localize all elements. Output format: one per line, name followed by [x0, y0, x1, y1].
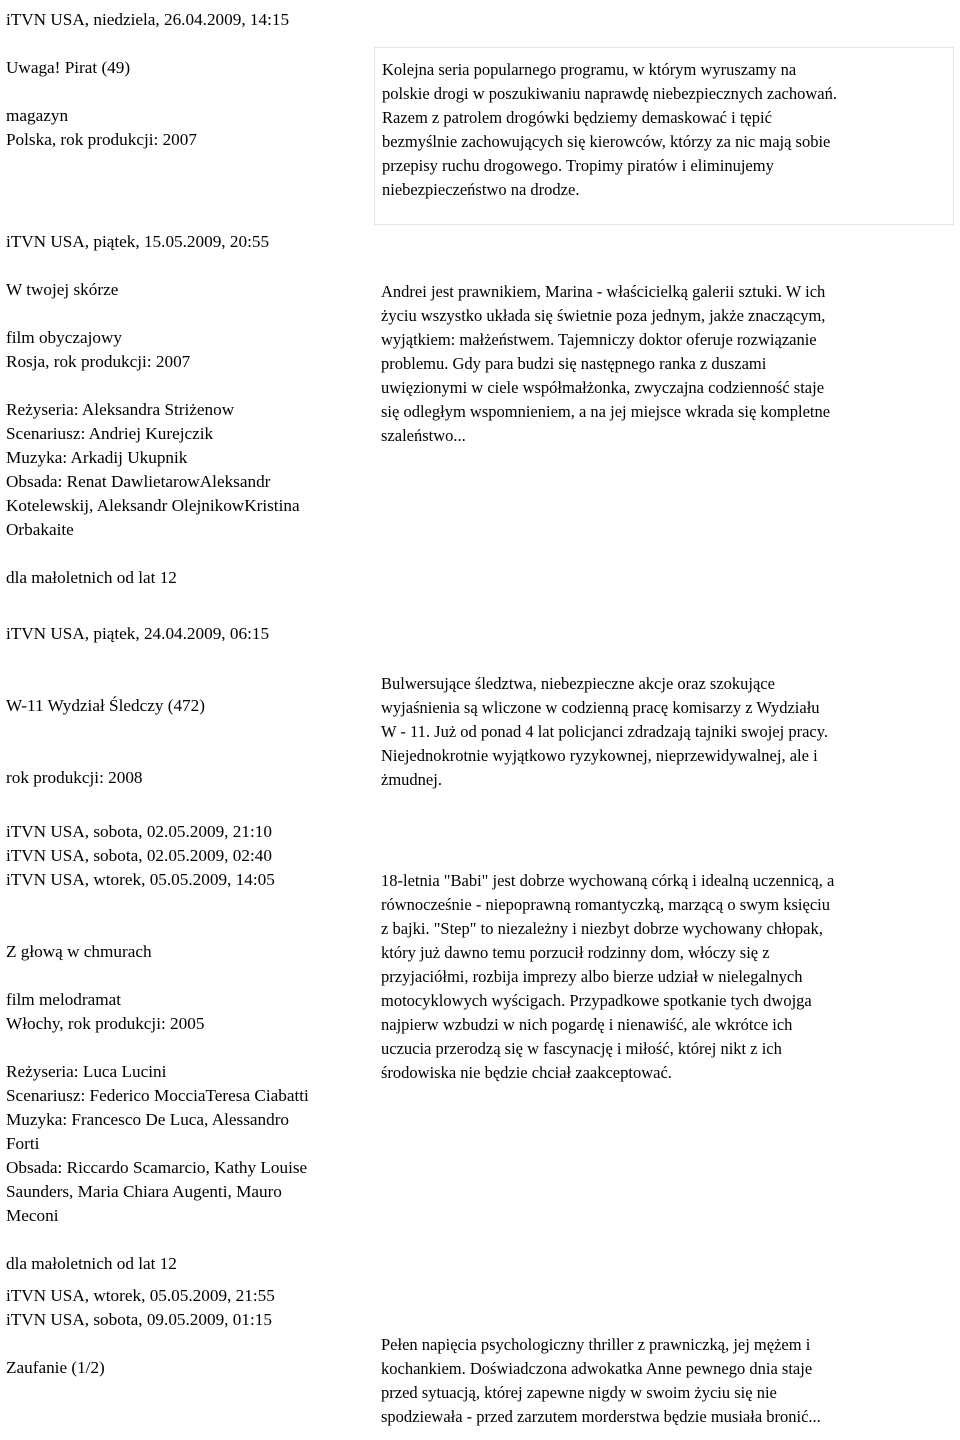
- program-4-desc-line: najpierw wzbudzi w nich pogardę i nienawiść, ale wkrótce ich: [381, 1015, 793, 1034]
- program-4-desc-line: z bajki. "Step" to niezależny i niezbyt dobrze wychowany chłopak,: [381, 919, 823, 938]
- program-2-credit-line: Kotelewskij, Aleksandr OlejnikowKristina: [6, 496, 300, 515]
- program-4-desc-line: 18-letnia "Babi" jest dobrze wychowaną córką i idealną uczennicą, a: [381, 871, 835, 890]
- program-4-desc-line: który już dawno temu porzucił rodzinny dom, włóczy się z: [381, 943, 770, 962]
- program-2-desc-line: życiu wszystko układa się świetnie poza jednym, jakże znaczącym,: [381, 306, 826, 325]
- program-3-title: W-11 Wydział Śledczy (472): [6, 696, 205, 715]
- program-2-credit-line: Obsada: Renat DawlietarowAleksandr: [6, 472, 271, 491]
- program-2-country-year: Rosja, rok produkcji: 2007: [6, 352, 191, 371]
- program-1-desc-line: polskie drogi w poszukiwaniu naprawdę niebezpiecznych zachowań.: [382, 84, 837, 103]
- program-2-description: [374, 280, 954, 448]
- program-3-info: [6, 622, 371, 790]
- program-2-credit-line: Reżyseria: Aleksandra Striżenow: [6, 400, 235, 419]
- program-4-credit-line: Obsada: Riccardo Scamarcio, Kathy Louise: [6, 1158, 308, 1177]
- program-5-desc-line: spodziewała - przed zarzutem morderstwa będzie musiała bronić...: [381, 1407, 821, 1426]
- program-2-desc-line: Andrei jest prawnikiem, Marina - właścicielką galerii sztuki. W ich: [381, 282, 826, 301]
- program-4-desc-line: motocyklowych wyścigach. Przypadkowe spotkanie tych dwojga: [381, 991, 812, 1010]
- program-3-desc-line: W - 11. Już od ponad 4 lat policjanci zdradzają tajniki swojej pracy.: [381, 722, 829, 741]
- program-1-genre: magazyn: [6, 106, 69, 125]
- program-5-info: [6, 1284, 371, 1380]
- program-3-desc-line: żmudnej.: [381, 770, 442, 789]
- program-4-age-rating: dla małoletnich od lat 12: [6, 1254, 177, 1273]
- program-4-country-year: Włochy, rok produkcji: 2005: [6, 1014, 205, 1033]
- program-2-info: [6, 230, 371, 590]
- program-1-desc-line: przepisy ruchu drogowego. Tropimy piratów i eliminujemy: [382, 156, 774, 175]
- program-4-genre: film melodramat: [6, 990, 122, 1009]
- program-1-air-date-1: iTVN USA, niedziela, 26.04.2009, 14:15: [6, 10, 290, 29]
- program-1-desc-line: niebezpieczeństwo na drodze.: [382, 180, 580, 199]
- program-1-title: Uwaga! Pirat (49): [6, 58, 131, 77]
- program-4-air-date-1: iTVN USA, sobota, 02.05.2009, 21:10: [6, 822, 272, 841]
- program-3-description: [374, 672, 954, 792]
- program-1-info: [6, 8, 371, 152]
- program-2-credit-line: Scenariusz: Andriej Kurejczik: [6, 424, 214, 443]
- program-3-year: rok produkcji: 2008: [6, 768, 143, 787]
- program-1-description: [374, 47, 954, 225]
- program-5-air-date-2: iTVN USA, sobota, 09.05.2009, 01:15: [6, 1310, 272, 1329]
- program-2-desc-line: szaleństwo...: [381, 426, 466, 445]
- program-5-desc-line: kochankiem. Doświadczona adwokatka Anne pewnego dnia staje: [381, 1359, 813, 1378]
- program-3-desc-line: Bulwersujące śledztwa, niebezpieczne akcje oraz szokujące: [381, 674, 775, 693]
- program-4-credit-line: Meconi: [6, 1206, 59, 1225]
- program-5-desc-line: przed sytuacją, której zapewne nigdy w swoim życiu się nie: [381, 1383, 777, 1402]
- program-4-air-date-3: iTVN USA, wtorek, 05.05.2009, 14:05: [6, 870, 275, 889]
- program-2-desc-line: problemu. Gdy para budzi się następnego ranka z duszami: [381, 354, 767, 373]
- program-2-title: W twojej skórze: [6, 280, 119, 299]
- program-2-genre: film obyczajowy: [6, 328, 122, 347]
- program-3-desc-line: wyjaśnienia są wliczone w codzienną pracę komisarzy z Wydziału: [381, 698, 820, 717]
- program-2-credit-line: Muzyka: Arkadij Ukupnik: [6, 448, 188, 467]
- program-2-air-date-1: iTVN USA, piątek, 15.05.2009, 20:55: [6, 232, 270, 251]
- program-4-desc-line: przyjaciółmi, rozbija imprezy albo bierze udział w nielegalnych: [381, 967, 803, 986]
- program-4-credit-line: Muzyka: Francesco De Luca, Alessandro: [6, 1110, 290, 1129]
- program-4-description: [374, 869, 954, 1085]
- program-4-desc-line: środowiska nie będzie chciał zaakceptować.: [381, 1063, 672, 1082]
- program-1-desc-line: Razem z patrolem drogówki będziemy demaskować i tępić: [382, 108, 772, 127]
- program-5-description: [374, 1333, 954, 1429]
- program-1-desc-line: bezmyślnie zachowujących się kierowców, którzy za nic mają sobie: [382, 132, 831, 151]
- program-2-desc-line: uwięzionymi w ciele współmałżonka, zwyczajna codzienność staje: [381, 378, 825, 397]
- program-4-credit-line: Saunders, Maria Chiara Augenti, Mauro: [6, 1182, 282, 1201]
- program-4-credit-line: Forti: [6, 1134, 40, 1153]
- program-4-credit-line: Reżyseria: Luca Lucini: [6, 1062, 167, 1081]
- program-4-info: [6, 820, 371, 1276]
- program-4-air-date-2: iTVN USA, sobota, 02.05.2009, 02:40: [6, 846, 272, 865]
- program-2-desc-line: wyjątkiem: małżeństwem. Tajemniczy doktor oferuje rozwiązanie: [381, 330, 817, 349]
- program-4-desc-line: równocześnie - niepoprawną romantyczką, marzącą o swym księciu: [381, 895, 830, 914]
- program-5-title: Zaufanie (1/2): [6, 1358, 105, 1377]
- program-4-title: Z głową w chmurach: [6, 942, 152, 961]
- program-1-country-year: Polska, rok produkcji: 2007: [6, 130, 197, 149]
- program-5-desc-line: Pełen napięcia psychologiczny thriller z prawniczką, jej mężem i: [381, 1335, 811, 1354]
- program-4-desc-line: uczucia przerodzą się w fascynację i miłość, której nikt z ich: [381, 1039, 782, 1058]
- program-1-desc-line: Kolejna seria popularnego programu, w którym wyruszamy na: [382, 60, 797, 79]
- program-5-air-date-1: iTVN USA, wtorek, 05.05.2009, 21:55: [6, 1286, 275, 1305]
- program-3-desc-line: Niejednokrotnie wyjątkowo ryzykownej, nieprzewidywalnej, ale i: [381, 746, 818, 765]
- program-2-age-rating: dla małoletnich od lat 12: [6, 568, 177, 587]
- program-4-credit-line: Scenariusz: Federico MocciaTeresa Ciabatti: [6, 1086, 309, 1105]
- program-2-desc-line: się odległym wspomnieniem, a na jej miejsce wkrada się kompletne: [381, 402, 831, 421]
- program-3-air-date-1: iTVN USA, piątek, 24.04.2009, 06:15: [6, 624, 270, 643]
- program-2-credit-line: Orbakaite: [6, 520, 74, 539]
